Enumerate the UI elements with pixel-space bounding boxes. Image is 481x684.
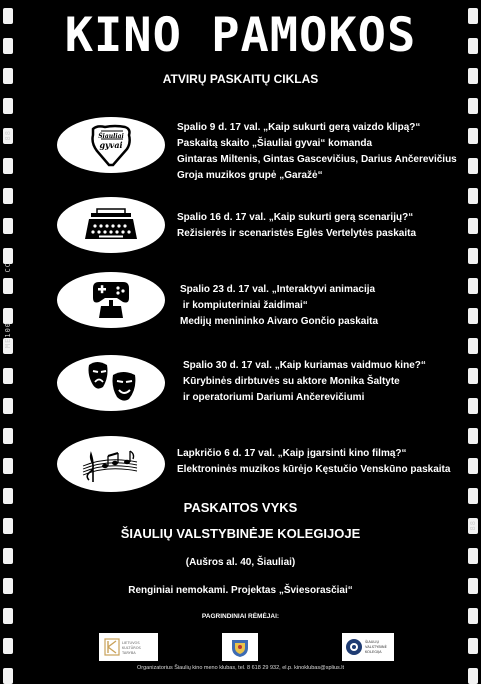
lecture-4 — [183, 358, 426, 406]
film-sprocket-hole — [468, 218, 478, 234]
free-events-note: Renginiai nemokami. Projektas „Šviesorasčiai“ — [128, 585, 353, 596]
film-sprocket-hole — [468, 128, 478, 144]
film-sprocket-hole — [3, 428, 13, 444]
college-logo-icon — [342, 633, 394, 661]
film-edge-mark: 88 — [469, 520, 477, 531]
lecture-2-line: Spalio 16 d. 17 val. „Kaip sukurti gerą scenarijų?“ — [177, 212, 414, 223]
city-coat-of-arms-icon — [222, 633, 258, 661]
film-sprocket-hole — [468, 428, 478, 444]
culture-council-logo-icon — [99, 633, 158, 661]
lecture-1-line: Paskaitą skaito „Šiauliai gyvai“ komanda — [177, 138, 373, 149]
film-sprocket-hole — [3, 98, 13, 114]
film-sprocket-hole — [468, 458, 478, 474]
film-sprocket-hole — [468, 338, 478, 354]
svg-text:KOLEGIJA: KOLEGIJA — [365, 650, 382, 654]
sponsors-heading: PAGRINDINIAI RĖMĖJAI: — [201, 613, 280, 620]
lecture-5-line: Elektroninės muzikos kūrėjo Kęstučio Venskūno paskaita — [177, 464, 451, 475]
film-sprocket-hole — [3, 158, 13, 174]
film-sprocket-hole — [3, 218, 13, 234]
film-strip-left — [0, 0, 17, 680]
poster-title: KINO PAMOKOS — [64, 8, 417, 63]
svg-text:VALSTYBINĖ: VALSTYBINĖ — [365, 645, 387, 649]
film-sprocket-hole — [468, 98, 478, 114]
svg-text:LIETUVOS: LIETUVOS — [122, 641, 140, 645]
svg-text:gyvai: gyvai — [99, 140, 123, 150]
theatre-masks-icon — [57, 355, 165, 411]
lecture-2-line: Režisierės ir scenaristės Eglės Vertelytės paskaita — [177, 228, 417, 239]
lecture-4-line: ir operatoriumi Dariumi Ančerevičiumi — [183, 392, 365, 403]
lecture-5-line: Lapkričio 6 d. 17 val. „Kaip įgarsinti kino filmą?“ — [177, 448, 407, 459]
lecture-1-line: Gintaras Miltenis, Gintas Gascevičius, Darius Ančerevičius — [177, 154, 457, 165]
film-sprocket-hole — [3, 398, 13, 414]
organizer-contact: Organizatorius Šiaulių kino meno klubas, tel. 8 618 29 932, el.p. kinoklubas@splius.lt — [136, 665, 345, 671]
lecture-1 — [177, 120, 457, 184]
lecture-4-line: Kūrybinės dirbtuvės su aktore Monika Šaltyte — [183, 376, 400, 387]
film-sprocket-hole — [468, 308, 478, 324]
lecture-3-line: ir kompiuteriniai žaidimai“ — [180, 300, 308, 311]
lecture-3 — [180, 282, 378, 330]
film-sprocket-hole — [468, 638, 478, 654]
svg-text:ŠIAULIŲ: ŠIAULIŲ — [365, 640, 380, 644]
film-sprocket-hole — [468, 248, 478, 264]
svg-text:TARYBA: TARYBA — [122, 651, 136, 655]
film-sprocket-hole — [3, 458, 13, 474]
lecture-3-line: Spalio 23 d. 17 val. „Interaktyvi animacija — [180, 284, 376, 295]
venue-line-1: PASKAITOS VYKS — [183, 500, 298, 515]
music-notes-icon — [57, 436, 165, 492]
film-edge-mark: ME100 — [4, 322, 12, 349]
film-sprocket-hole — [3, 278, 13, 294]
lecture-5 — [177, 446, 450, 478]
saulialai-gyvai-logo-icon — [57, 117, 165, 173]
typewriter-icon — [57, 197, 165, 253]
svg-text:KULTŪROS: KULTŪROS — [122, 646, 141, 650]
film-sprocket-hole — [3, 638, 13, 654]
film-sprocket-hole — [468, 188, 478, 204]
film-sprocket-hole — [468, 398, 478, 414]
lecture-4-line: Spalio 30 d. 17 val. „Kaip kuriamas vaidmuo kine?“ — [183, 360, 426, 371]
lecture-1-line: Spalio 9 d. 17 val. „Kaip sukurti gerą vaizdo klipą?“ — [177, 122, 421, 133]
film-sprocket-hole — [468, 158, 478, 174]
film-edge-mark: 88 — [4, 130, 12, 141]
game-controller-icon — [57, 272, 165, 328]
film-sprocket-hole — [3, 188, 13, 204]
poster-subtitle: ATVIRŲ PASKAITŲ CIKLAS — [162, 72, 319, 86]
film-sprocket-hole — [3, 368, 13, 384]
lecture-3-line: Medijų menininko Aivaro Gončio paskaita — [180, 316, 379, 327]
lecture-2 — [177, 210, 416, 242]
film-sprocket-hole — [468, 278, 478, 294]
venue-address: (Aušros al. 40, Šiauliai) — [185, 557, 296, 568]
film-edge-mark: CC — [4, 262, 12, 273]
lecture-1-line: Groja muzikos grupė „Garažė“ — [177, 170, 323, 181]
film-strip-right — [464, 0, 481, 680]
film-sprocket-hole — [468, 368, 478, 384]
venue-line-2: ŠIAULIŲ VALSTYBINĖJE KOLEGIJOJE — [120, 526, 361, 541]
svg-text:Šiauliai: Šiauliai — [98, 133, 124, 140]
